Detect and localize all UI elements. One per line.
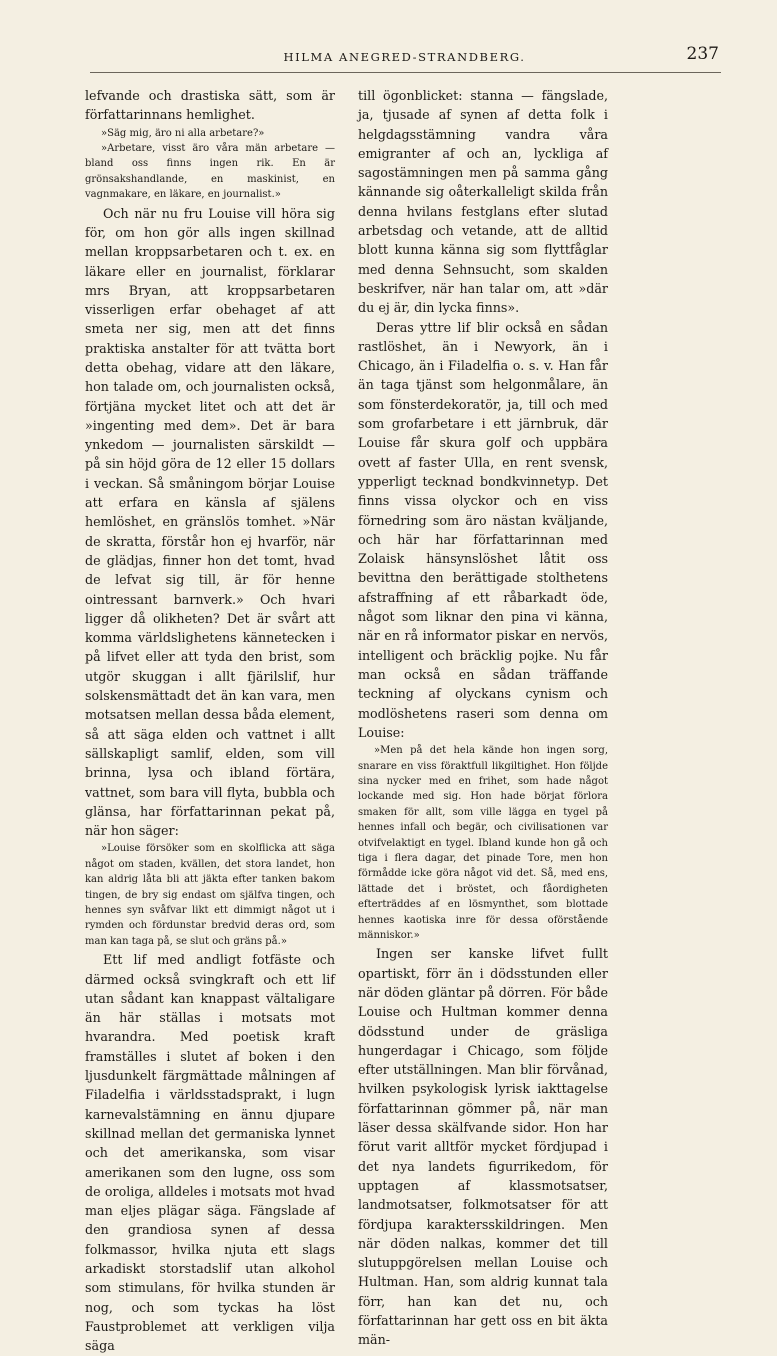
paragraph: »Louise försöker som en skolflicka att säga något om staden, kvällen, det stora landet, hon kan aldrig låta bli att jäkta efter tanken bakom tingen, de bry sig endast om själfva tingen, och hennes syn svåfvar likt ett dimmigt något ut i rymden och fördunstar bredvid deras ord, som man kan taga på, se slut och gräns på.» bbox=[85, 843, 335, 947]
paragraph: Och när nu fru Louise vill höra sig för, om hon gör alls ingen skillnad mellan kroppsarbetaren och t. ex. en läkare eller en journalist, förklarar mrs Bryan, att kroppsarbetaren visserligen erfar obehaget af att smeta ner sig, men att det finns praktiska anstalter för att tvätta bort detta obehag, vidare att den läkare, hon talade om, och journalisten också, förtjäna mycket litet och att det är »ingenting med dem». Det är bara ynkedom — journalisten särskildt — på sin höjd göra de 12 eller 15 dollars i veckan. Så småningom börjar Louise att erfara en känsla af själens hemlöshet, en gränslös tomhet. »När de skratta, förstår hon ej hvarför, när de glädjas, finner hon det tomt, hvad de lefvat sig till, är för henne ointressant barnverk.» Och hvari ligger då olikheten? Det är svårt att komma världslighetens kännetecken i på lifvet eller att tyda den brist, som utgör skuggan i allt fjärilslif, hur solskensmättadt det än kan vara, men motsatsen mellan dessa båda element, så att säga elden och vattnet i allt sällskapligt samlif, elden, som vill brinna, lysa och ibland förtära, vattnet, som bara vill flyta, bubbla och glänsa, har författarinnan pekat på, när hon säger: bbox=[85, 205, 335, 839]
running-title: HILMA ANEGRED-STRANDBERG. bbox=[283, 50, 526, 64]
paragraph: »Men på det hela kände hon ingen sorg, snarare en viss föraktfull likgiltighet. Hon följde sina nycker med en frihet, som hade något lockande med sig. Hon hade börjat förlora smaken för allt, som ville lägga en tygel på hennes infall och begär, och civilisationen var otvifvelaktigt en tygel. Ibland kunde hon gå och tiga i flera dagar, det pinade Tore, men hon förmådde icke göra något vid det. Så, med ens, lättade det i bröstet, och fåordigheten efterträddes af en lösmynthet, som blottade hennes kaotiska inre för dessa oförstående människor.» bbox=[358, 745, 608, 941]
page-header bbox=[90, 44, 719, 68]
paragraph: Ett lif med andligt fotfäste och därmed också svingkraft och ett lif utan sådant kan knappast vältaligare än här ställas i motsats mot hvarandra. Med poetisk kraft framställes i slutet af boken i den ljusdunkelt färgmättade målningen af Filadelfia i världsstadsprakt, i lugn karnevalstämning en ännu djupare skillnad mellan det germaniska lynnet och det amerikanska, som visar amerikanen som den lugne, oss som de oroliga, alldeles i motsats mot hvad man eljes plägar säga. Fängslade af den grandiosa synen af dessa folkmassor, hvilka njuta ett slags arkadiskt storstadslif utan alkohol som stimulans, för hvilka stunden är nog, och som tyckas ha löst Faustproblemet att verkligen vilja säga bbox=[85, 952, 335, 1354]
page-number: 237 bbox=[686, 44, 719, 64]
paragraph: »Arbetare, visst äro våra män arbetare — bland oss finns ingen rik. En är grönsakshandlande, en maskinist, en vagnmakare, en läkare, en journalist.» bbox=[85, 143, 335, 201]
left-column bbox=[85, 86, 335, 1356]
header-rule bbox=[90, 72, 721, 73]
right-column bbox=[358, 86, 608, 1350]
paragraph: Ingen ser kanske lifvet fullt opartiskt, förr än i dödsstunden eller när döden gläntar på dörren. För både Louise och Hultman kommer denna dödsstund under de gräsliga hungerdagar i Chicago, som följde efter utställningen. Man blir förvånad, hvilken psykologisk lyrisk iakttagelse författarinnan gömmer på, när man läser dessa skälfvande sidor. Hon har förut varit alltför mycket fördjupad i det nya landets figurrikedom, för upptagen af klassmotsatser, landmotsatser, folkmotsatser för att fördjupa karaktersskildringen. Men när döden nalkas, kommer det till slutuppgörelsen mellan Louise och Hultman. Han, som aldrig kunnat tala förr, han kan det nu, och författarinnan har gett oss en bit äkta män- bbox=[358, 946, 608, 1348]
paragraph: Deras yttre lif blir också en sådan rastlöshet, än i Newyork, än i Chicago, än i Filadelfia o. s. v. Han får än taga tjänst som helgonmålare, än som fönsterdekoratör, ja, till och med som grofarbetare i ett järnbruk, där Louise får skura golf och uppbära ovett af faster Ulla, en rent svensk, ypperligt tecknad bondkvinnetyp. Det finns vissa olyckor och en viss förnedring som äro nästan kväljande, och här har författarinnan med Zolaisk hänsynslöshet låtit oss bevittna den berättigade stolthetens afstraffning af ett råbarkadt öde, något som liknar den pina vi känna, när en rå informator piskar en nervös, intelligent och bräcklig pojke. Nu får man också en sådan träffande teckning af olyckans cynism och modlöshetens raseri som denna om Louise: bbox=[358, 319, 608, 740]
paragraph: till ögonblicket: stanna — fängslade, ja, tjusade af synen af detta folk i helgdagsstämning vandra våra emigranter af och an, lyckliga af sagostämningen men på samma gång kännande sig oåterkalleligt skilda från denna hvilans festglans efter slutad arbetsdag och vetande, att de alltid blott kunna känna sig som flyttfåglar med denna Sehnsucht, som skalden beskrifver, när han talar om, att »där du ej är, din lycka finns». bbox=[358, 88, 608, 316]
paragraph: lefvande och drastiska sätt, som är författarinnans hemlighet. bbox=[85, 88, 335, 123]
paragraph: »Säg mig, äro ni alla arbetare?» bbox=[101, 127, 265, 139]
